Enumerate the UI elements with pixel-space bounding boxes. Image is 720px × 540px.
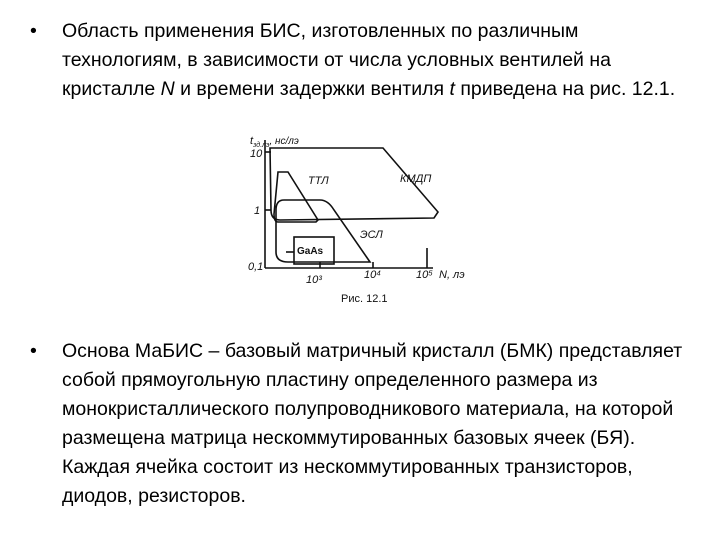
bullet-marker: •: [30, 340, 37, 362]
bullet-text: [62, 17, 690, 104]
y-tick-label-1: 1: [254, 205, 261, 217]
x-tick-label-100000: 10⁵: [416, 269, 433, 281]
y-axis-label: $t_{зд.лэ}$, нс/лэ: [250, 135, 299, 149]
region-label-kmdp: КМДП: [400, 173, 432, 185]
x-tick-label-10000: 10⁴: [364, 269, 381, 281]
y-tick-label-10: 10: [250, 148, 263, 160]
x-tick-label-1000: 10³: [306, 274, 322, 286]
bullet-text: Основа МаБИС – базовый матричный кристалл (БМК) представляет собой прямоугольную пластину определенного размера из монокристаллического полупроводникового материала, на которой размещена матрица нескоммутированных базовых ячеек (БЯ). Каждая ячейка состоит из нескоммутированных транзисторов, диодов, резисторов.: [62, 340, 683, 507]
x-axis-label: N, лэ: [439, 269, 465, 281]
variable-n: N: [160, 78, 175, 100]
bullet-item-bmk-definition: [30, 337, 690, 511]
bullet-marker: •: [30, 20, 37, 42]
region-label-gaas: GaAs: [297, 246, 324, 257]
text-part-2: и времени задержки вентиля: [174, 78, 450, 100]
region-label-esl: ЭСЛ: [360, 229, 383, 241]
text-part-3: приведена на рис. 12.1.: [454, 78, 676, 100]
y-tick-label-01: 0,1: [248, 261, 264, 273]
bullet-item-application-area: [30, 17, 690, 104]
figure-12-1-diagram: [238, 132, 465, 308]
variable-t: t: [449, 78, 455, 100]
region-label-ttl: ТТЛ: [308, 175, 329, 187]
text-part-1: Область применения БИС, изготовленных по различным технологиям, в зависимости от числа условных вентилей на кристалле: [62, 20, 611, 100]
figure-caption: Рис. 12.1: [341, 293, 388, 305]
